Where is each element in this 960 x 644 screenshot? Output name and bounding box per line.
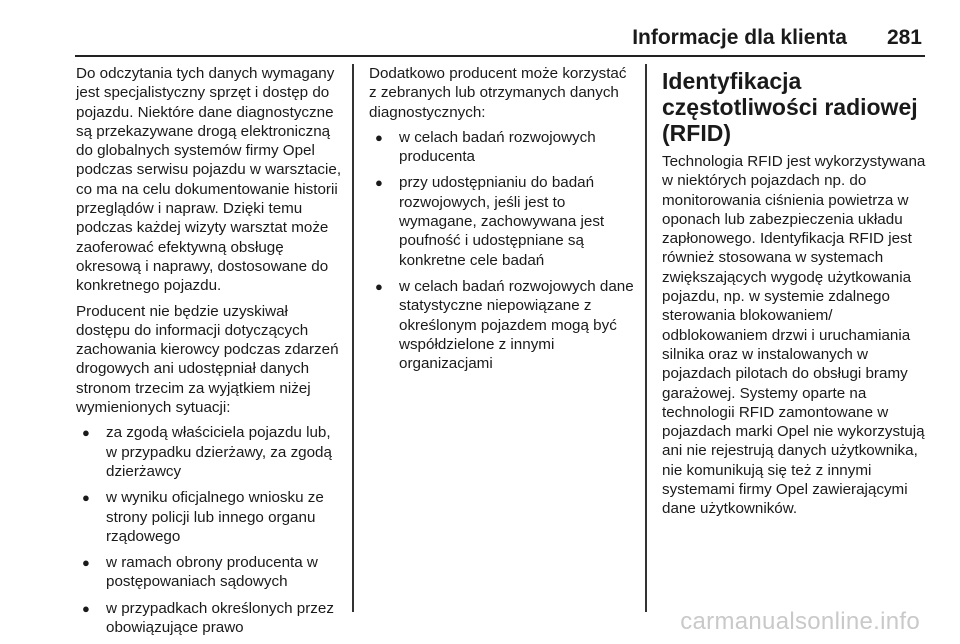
paragraph-driver-data: Producent nie będzie uzyskiwał dostępu do informacji dotyczących zachowania kierowcy podczas zdarzeń drogowych ani udostępniał danych stronom trzecim za wyjątkiem niżej wymienionych sytuacji: — [76, 302, 339, 417]
bullet-icon: ● — [375, 175, 383, 191]
bullet-list-research — [369, 128, 635, 374]
column-1 — [76, 64, 342, 644]
column-divider-1 — [352, 64, 354, 612]
bullet-icon: ● — [82, 555, 90, 571]
section-heading-rfid: Identyfikacja częstotliwości radiowej (RFID) — [662, 68, 918, 146]
paragraph-additional-use: Dodatkowo producent może korzystać z zebranych lub otrzymanych danych diagnostycznych: — [369, 65, 627, 121]
bullet-list-exceptions — [76, 423, 342, 637]
column-2 — [369, 64, 635, 380]
page-header — [632, 26, 922, 50]
column-3 — [662, 64, 928, 525]
list-item: ● w celach badań rozwojowych producenta — [375, 128, 596, 166]
list-item: ● w celach badań rozwojowych dane statystyczne niepowiązane z określonym pojazdem mogą być współdzielone z innymi organizacjami — [375, 277, 634, 373]
bullet-icon: ● — [82, 600, 90, 616]
column-divider-2 — [645, 64, 647, 612]
header-rule — [75, 55, 925, 57]
page-title: Informacje dla klienta — [632, 26, 847, 49]
list-item: ● w przypadkach określonych przez obowiązujące prawo — [82, 599, 334, 637]
page-number: 281 — [886, 26, 922, 49]
paragraph-diagnostics: Do odczytania tych danych wymagany jest specjalistyczny sprzęt i dostęp do pojazdu. Niektóre dane diagnostyczne są przekazywane drogą elektroniczną do globalnych systemów firmy Opel podczas serwisu pojazdu w warsztacie, co ma na celu dokumentowanie historii przeglądów i napraw. Dzięki temu podczas każdej wizyty warsztat może zaoferować efektywną obsługę okresową i naprawy, dostosowane do konkretnego pojazdu. — [76, 65, 342, 295]
list-item: ● przy udostępnianiu do badań rozwojowych, jeśli jest to wymagane, zachowywana jest poufność i udostępniane są konkretne cele badań — [375, 174, 605, 269]
list-item: ● za zgodą właściciela pojazdu lub, w przypadku dzierżawy, za zgodą dzierżawcy — [82, 424, 332, 480]
bullet-icon: ● — [375, 129, 383, 145]
list-item: ● w ramach obrony producenta w postępowaniach sądowych — [82, 554, 318, 591]
paragraph-rfid: Technologia RFID jest wykorzystywana w niektórych pojazdach np. do monitorowania ciśnienia powietrza w oponach lub zabezpieczenia układu zapłonowego. Identyfikacja RFID jest również stosowana w systemach zwiększających wygodę użytkowania pojazdu, np. w systemie zdalnego sterowania blokowaniem/ odblokowaniem drzwi i uruchamiania silnika oraz w instalowanych w pojazdach pilotach do obsługi bramy garażowej. Systemy oparte na technologii RFID zamontowane w pojazdach marki Opel nie wykorzystują ani nie rejestrują danych użytkownika, nie komunikują się też z innymi systemami firmy Opel zawierającymi dane użytkowników. — [662, 153, 926, 518]
bullet-icon: ● — [82, 490, 90, 506]
bullet-icon: ● — [375, 278, 383, 294]
bullet-icon: ● — [82, 425, 90, 441]
list-item: ● w wyniku oficjalnego wniosku ze strony policji lub innego organu rządowego — [82, 489, 324, 545]
watermark: carmanualsonline.info — [680, 608, 920, 635]
